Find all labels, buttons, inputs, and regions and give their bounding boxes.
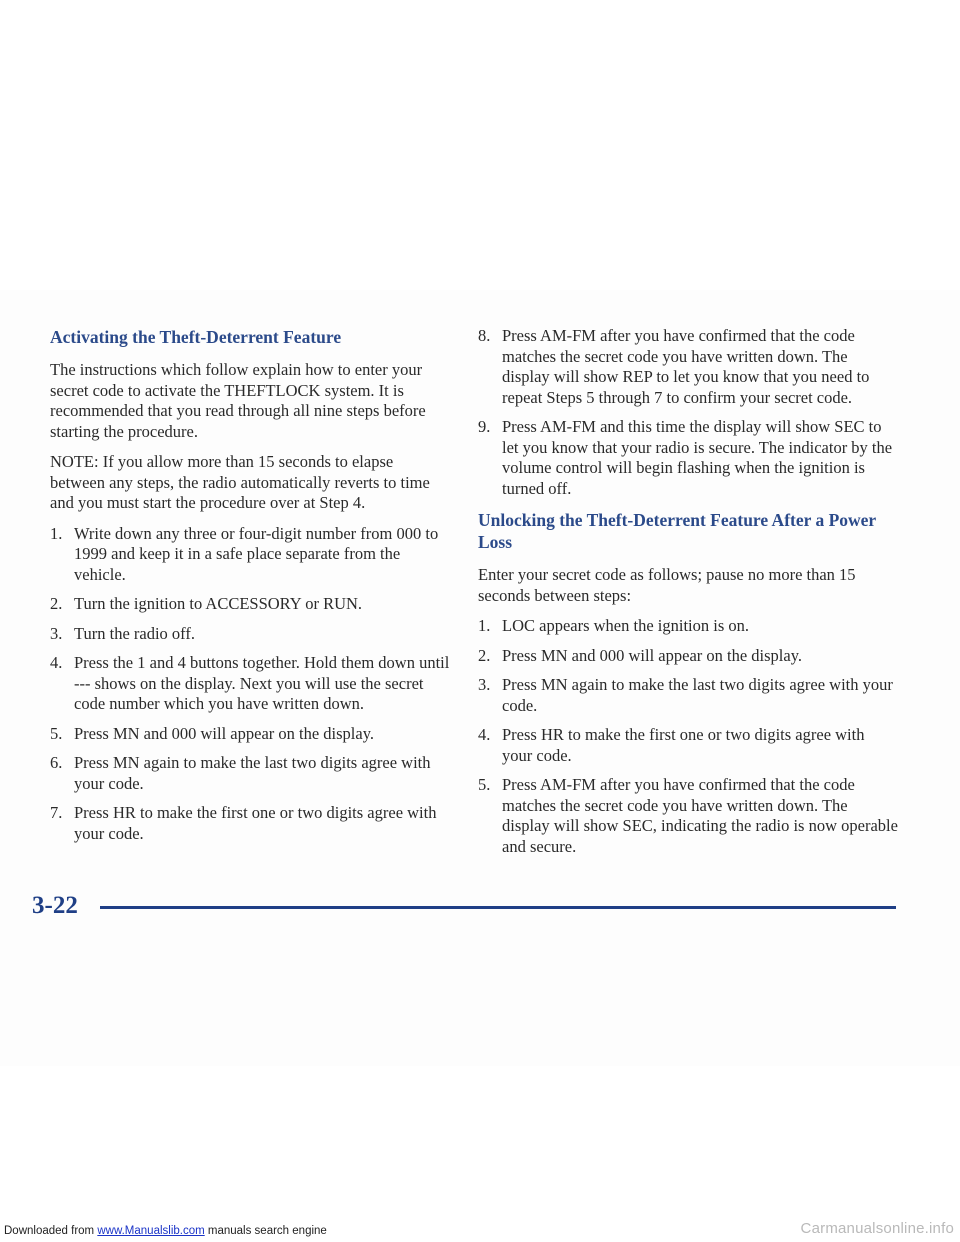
- manualslib-link[interactable]: www.Manualslib.com: [97, 1225, 205, 1237]
- note-paragraph: NOTE: If you allow more than 15 seconds to elapse between any steps, the radio automatically reverts to time and you must start the procedure over at Step 4.: [50, 452, 430, 512]
- list-item: 4. Press HR to make the first one or two digits agree with your code.: [478, 725, 865, 765]
- activation-steps-continued-list: [478, 326, 898, 499]
- list-item: 2. Turn the ignition to ACCESSORY or RUN.: [50, 594, 363, 613]
- list-item: 3. Turn the radio off.: [50, 623, 195, 643]
- activation-steps-list: [50, 524, 450, 845]
- list-item: 1. LOC appears when the ignition is on.: [478, 616, 750, 635]
- section-heading-activating: Activating the Theft-Deterrent Feature: [50, 327, 342, 347]
- left-column: [50, 326, 450, 853]
- list-item: 6. Press MN again to make the last two digits agree with your code.: [50, 753, 431, 793]
- section-heading-unlocking: Unlocking the Theft-Deterrent Feature After a Power Loss: [478, 510, 876, 552]
- download-source-note: [4, 1224, 327, 1238]
- list-item: 1. Write down any three or four-digit number from 000 to 1999 and keep it in a safe place separate from the vehicle.: [50, 523, 439, 584]
- footer-rule: [100, 906, 896, 909]
- unlock-intro-paragraph: Enter your secret code as follows; pause no more than 15 seconds between steps:: [478, 565, 856, 605]
- list-item: 5. Press MN and 000 will appear on the display.: [50, 723, 375, 743]
- intro-paragraph: The instructions which follow explain how to enter your secret code to activate the THEFTLOCK system. It is recommended that you read through all nine steps before starting the procedure.: [50, 360, 426, 441]
- page-number: 3-22: [32, 892, 78, 919]
- watermark: Carmanualsonline.info: [800, 1220, 954, 1237]
- list-item: 8. Press AM-FM after you have confirmed that the code matches the secret code you have written down. The display will show REP to let you know that you need to repeat Steps 5 through 7 to confirm your secret code.: [478, 326, 870, 407]
- list-item: 9. Press AM-FM and this time the display will show SEC to let you know that your radio is secure. The indicator by the volume control will begin flashing when the ignition is turned off.: [478, 417, 893, 498]
- list-item: 7. Press HR to make the first one or two digits agree with your code.: [50, 803, 437, 843]
- unlock-steps-list: [478, 616, 898, 857]
- download-prefix: Downloaded from: [4, 1225, 98, 1237]
- list-item: 2. Press MN and 000 will appear on the display.: [478, 645, 803, 665]
- list-item: 3. Press MN again to make the last two digits agree with your code.: [478, 675, 893, 715]
- right-column: [478, 326, 898, 866]
- list-item: 4. Press the 1 and 4 buttons together. Hold them down until --- shows on the display. Next you will use the secret code number which you have written down.: [50, 653, 450, 713]
- download-suffix: manuals search engine: [204, 1225, 327, 1237]
- list-item: 5. Press AM-FM after you have confirmed that the code matches the secret code you have written down. The display will show SEC, indicating the radio is now operable and secure.: [478, 775, 898, 856]
